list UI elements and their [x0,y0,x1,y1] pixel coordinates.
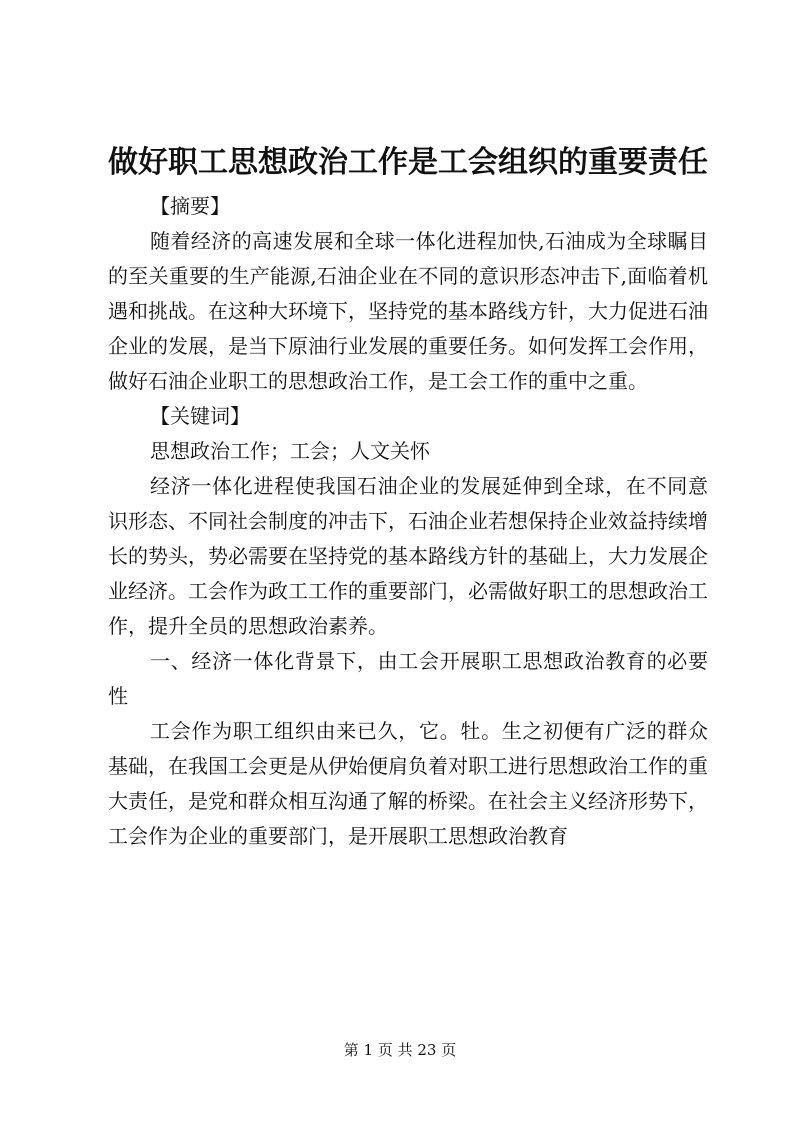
document-title: 做好职工思想政治工作是工会组织的重要责任 [108,145,708,180]
abstract-section [108,189,708,854]
page-footer: 第 1 页 共 23 页 [343,1041,457,1059]
abstract-paragraph: 随着经济的高速发展和全球一体化进程加快,石油成为全球瞩目的至关重要的生产能源,石油企业在不同的意识形态冲击下,面临着机遇和挑战。在这种大环境下，坚持党的基本路线方针，大力促进石油企业的发展，是当下原油行业发展的重要任务。如何发挥工会作用，做好石油企业职工的思想政治工作，是工会工作的重中之重。 [108,229,708,393]
intro-paragraph: 经济一体化进程使我国石油企业的发展延伸到全球，在不同意识形态、不同社会制度的冲击下，石油企业若想保持企业效益持续增长的势头，势必需要在坚持党的基本路线方针的基础上，大力发展企业经济。工会作为政工工作的重要部门，必需做好职工的思想政治工作，提升全员的思想政治素养。 [108,474,708,638]
abstract-heading: 【摘要】 [150,194,230,218]
section-1-heading: 一、经济一体化背景下，由工会开展职工思想政治教育的必要性 [108,649,708,708]
section-1-paragraph: 工会作为职工组织由来已久，它。牡。生之初便有广泛的群众基础，在我国工会更是从伊始便肩负着对职工进行思想政治工作的重大责任，是党和群众相互沟通了解的桥梁。在社会主义经济形势下，工会作为企业的重要部门，是开展职工思想政治教育 [108,719,708,848]
keywords-heading: 【关键词】 [150,404,250,428]
keywords-paragraph: 思想政治工作；工会；人文关怀 [150,439,430,463]
